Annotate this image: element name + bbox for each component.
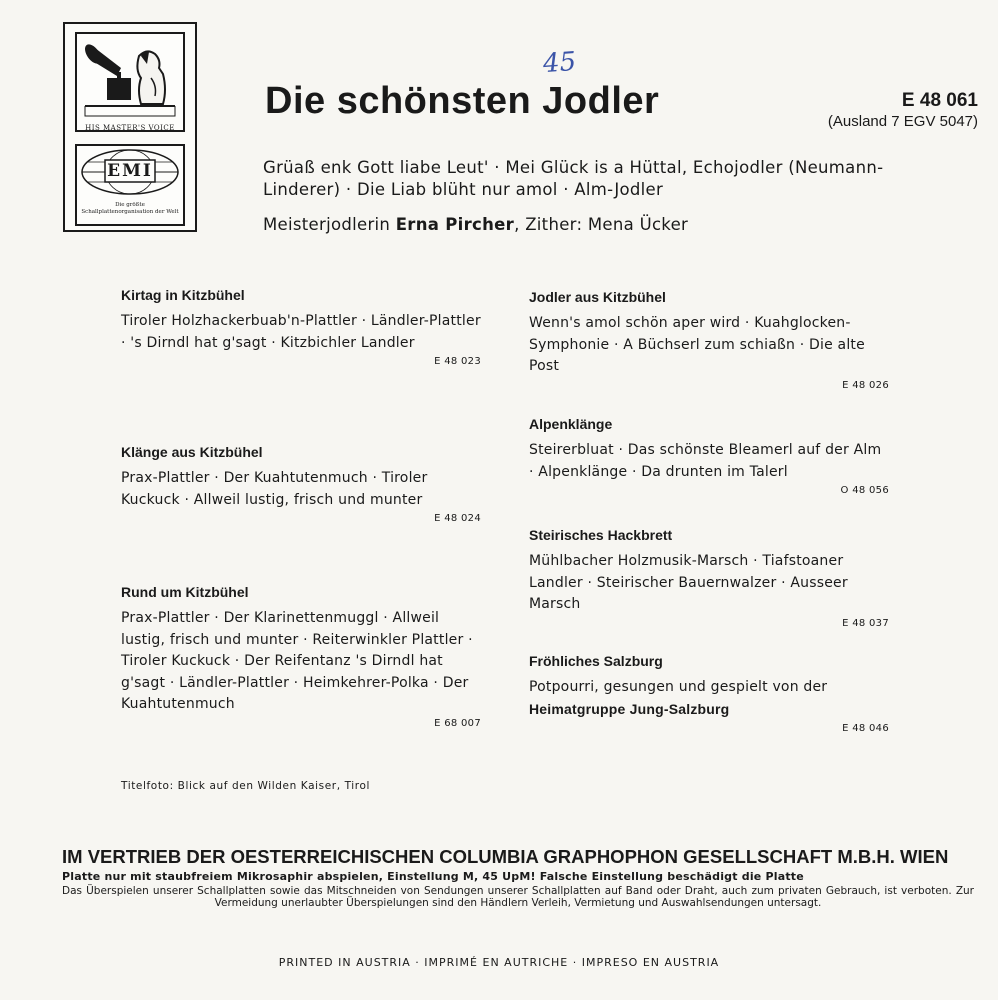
related-record-tracks: [529, 677, 889, 721]
related-record: [121, 444, 481, 524]
printed-in-notice: PRINTED IN AUSTRIA · IMPRIMÉ EN AUTRICHE · IMPRESO EN AUSTRIA: [278, 956, 720, 969]
performer-group: Heimatgruppe Jung-Salzburg: [529, 700, 730, 717]
related-record-title: Kirtag in Kitzbühel: [121, 287, 245, 303]
related-record-number: O 48 056: [840, 485, 889, 496]
related-record: [529, 289, 889, 391]
artist-credit: [263, 215, 688, 234]
related-record-tracks: Tiroler Holzhackerbuab'n-Plattler · Ländler-Plattler · 's Dirndl hat g'sagt · Kitzbichler Landler: [121, 313, 481, 351]
related-record-title: Rund um Kitzbühel: [121, 584, 249, 600]
photo-credit: Titelfoto: Blick auf den Wilden Kaiser, Tirol: [121, 780, 371, 792]
playback-warning: Platte nur mit staubfreiem Mikrosaphir abspielen, Einstellung M, 45 UpM! Falsche Einstellung beschädigt die Platte: [62, 870, 804, 883]
related-record: [529, 527, 889, 629]
tracklist-line: Grüaß enk Gott liabe Leut' · Mei Glück is a Hüttal, Echojodler (Neumann-: [263, 158, 884, 177]
related-record-tracks: Mühlbacher Holzmusik-Marsch · Tiafstoaner Landler · Steirischer Bauernwalzer · Ausseer Marsch: [529, 553, 848, 612]
his-masters-voice-logo: [75, 32, 185, 132]
related-record: [529, 653, 889, 734]
distribution-notice: IM VERTRIEB DER OESTERREICHISCHEN COLUMBIA GRAPHOPHON GESELLSCHAFT M.B.H. WIEN: [62, 846, 949, 867]
catalog-number: E 48 061: [901, 90, 978, 111]
related-record-title: Alpenklänge: [529, 416, 613, 432]
related-record-number: E 48 023: [434, 356, 481, 367]
related-record: [121, 287, 481, 367]
foreign-catalog-number: (Ausland 7 EGV 5047): [827, 113, 978, 130]
related-record-number: E 48 024: [434, 513, 481, 524]
handwritten-note: 45: [541, 46, 578, 80]
related-record-number: E 68 007: [434, 717, 481, 729]
related-record-title: Steirisches Hackbrett: [529, 527, 673, 543]
related-record: [529, 416, 889, 496]
related-record: [121, 584, 481, 729]
artist-prefix: Meisterjodlerin: [263, 215, 391, 234]
emi-caption: Die größte Schallplattenorganisation der Welt: [81, 202, 179, 215]
catalog-number-block: [828, 90, 978, 130]
album-title: Die schönsten Jodler: [265, 80, 660, 122]
label-logo-box: [63, 22, 197, 232]
related-record-tracks: Steirerbluat · Das schönste Bleamerl auf der Alm · Alpenklänge · Da drunten im Talerl: [529, 442, 882, 480]
related-record-title: Jodler aus Kitzbühel: [529, 289, 666, 305]
dog-gramophone-icon: [77, 34, 183, 122]
related-record-tracks-text: Potpourri, gesungen und gespielt von der: [529, 679, 828, 695]
emi-wordmark: EMI: [107, 161, 153, 181]
copyright-notice: Das Überspielen unserer Schallplatten sowie das Mitschneiden von Sendungen unserer Schallplatten auf Band oder Draht, auch zum privaten Gebrauch, ist verboten. Zur Vermeidung unerlaubter Überspielungen sind den Händlern Verleih, Vermietung und Auswahlsendungen untersagt.: [62, 885, 974, 909]
emi-logo: [75, 144, 185, 226]
artist-rest: , Zither: Mena Ücker: [514, 215, 689, 234]
related-record-tracks: Prax-Plattler · Der Kuahtutenmuch · Tiroler Kuckuck · Allweil lustig, frisch und munter: [121, 470, 428, 508]
related-record-tracks: Wenn's amol schön aper wird · Kuahglocken-Symphonie · A Büchserl zum schiaßn · Die alte Post: [529, 315, 865, 374]
related-record-number: E 48 046: [842, 723, 889, 734]
singer-name: Erna Pircher: [395, 215, 515, 234]
related-record-title: Klänge aus Kitzbühel: [121, 444, 263, 460]
hmv-caption: HIS MASTER'S VOICE: [85, 124, 175, 132]
related-record-title: Fröhliches Salzburg: [529, 653, 663, 669]
related-record-number: E 48 026: [842, 379, 889, 391]
tracklist: [263, 157, 983, 201]
related-record-number: E 48 037: [842, 617, 889, 629]
related-record-tracks: Prax-Plattler · Der Klarinettenmuggl · Allweil lustig, frisch und munter · Reiterwinkler Plattler · Tiroler Kuckuck · Der Reifentanz 's Dirndl hat g'sagt · Ländler-Plattler · Heimkehrer-Polka · Der Kuahtutenmuch: [121, 610, 473, 712]
tracklist-line: Linderer) · Die Liab blüht nur amol · Alm-Jodler: [263, 180, 664, 199]
